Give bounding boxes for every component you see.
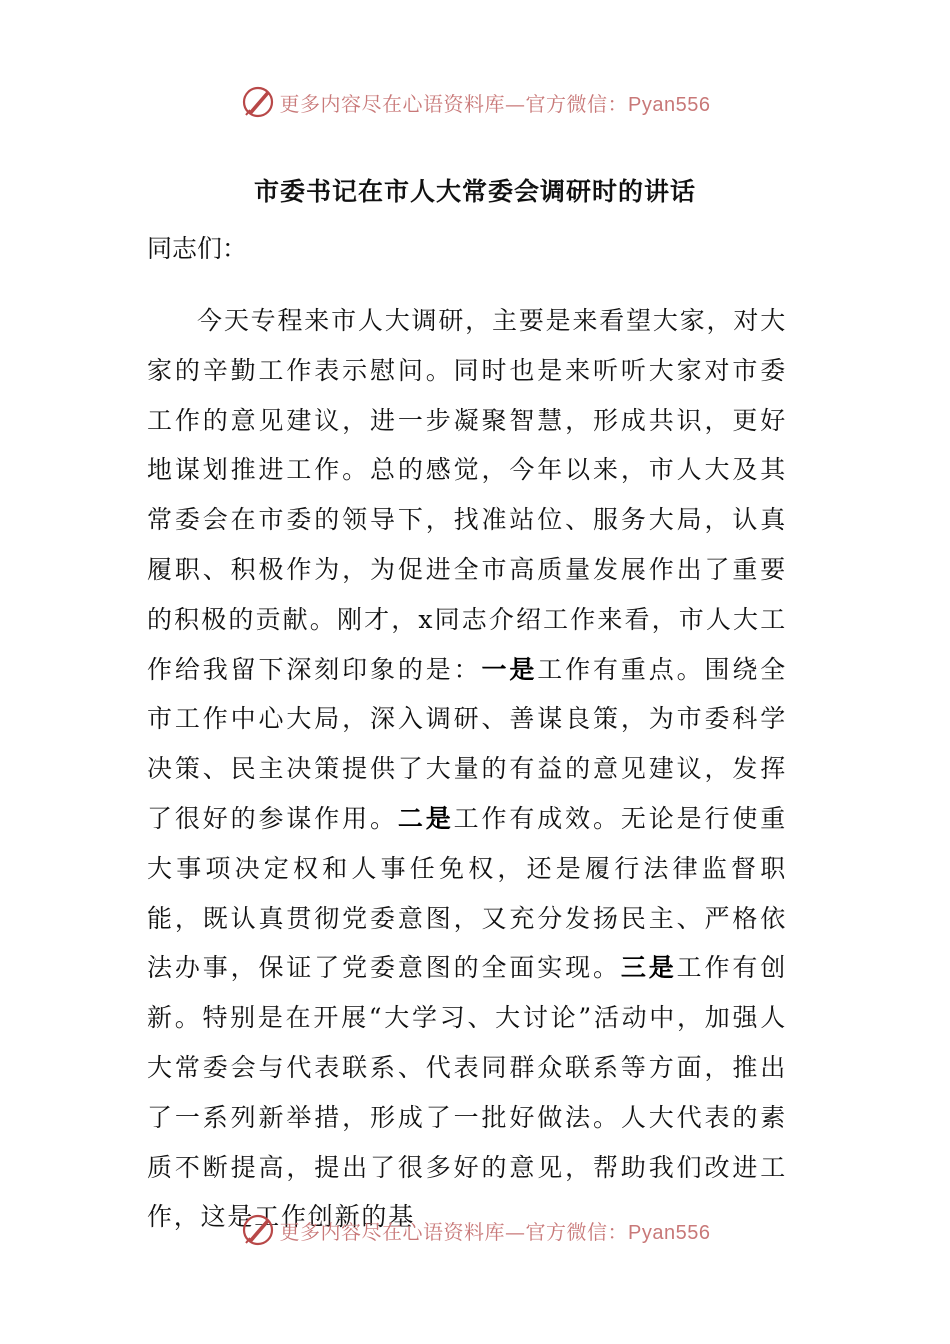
watermark-handle: Pyan556: [628, 93, 711, 116]
salutation: 同志们：: [147, 234, 248, 263]
paragraph-text-1: 今天专程来市人大调研，主要是来看望大家，对大家的辛勤工作表示慰问。同时也是来听听大家对市委工作的意见建议，进一步凝聚智慧，形成共识，更好地谋划推进工作。总的感觉，今年以来，市人大及其常委会在市委的领导下，找准站位、服务大局，认真履职、积极作为，为促进全市高质量发展作出了重要的积极的贡献。刚才，x同志介绍工作来看，市人大工作给我留下深刻印象的是：: [147, 306, 787, 684]
quill-pen-circle-icon: [240, 1212, 276, 1248]
watermark-text: [280, 1216, 711, 1245]
watermark-text: [280, 88, 711, 117]
header-watermark: [0, 80, 950, 124]
bold-marker-3: 三是: [620, 953, 677, 983]
document-title: 市委书记在市人大常委会调研时的讲话: [253, 177, 696, 206]
watermark-label: 更多内容尽在心语资料库—官方微信：: [279, 1219, 629, 1244]
watermark-handle: Pyan556: [628, 1221, 711, 1244]
bold-marker-2: 二是: [397, 803, 454, 833]
body-paragraph: [147, 296, 787, 1242]
footer-watermark: [0, 1208, 950, 1252]
paragraph-text-3: 工作有成效。无论是行使重大事项决定权和人事任免权，还是履行法律监督职能，既认真贯彻党委意图，又充分发扬民主、严格依法办事，保证了党委意图的全面实现。: [147, 803, 787, 983]
paragraph-text-2: 工作有重点。围绕全市工作中心大局，深入调研、善谋良策，为市委科学决策、民主决策提供了大量的有益的意见建议，发挥了很好的参谋作用。: [147, 654, 787, 833]
quill-pen-circle-icon: [240, 84, 276, 120]
bold-marker-1: 一是: [481, 654, 538, 684]
watermark-label: 更多内容尽在心语资料库—官方微信：: [279, 91, 629, 116]
paragraph-text-4: 工作有创新。特别是在开展“大学习、大讨论”活动中，加强人大常委会与代表联系、代表同群众联系等方面，推出了一系列新举措，形成了一批好做法。人大代表的素质不断提高，提出了很多好的意见，帮助我们改进工作，这是工作创新的基: [147, 953, 787, 1232]
